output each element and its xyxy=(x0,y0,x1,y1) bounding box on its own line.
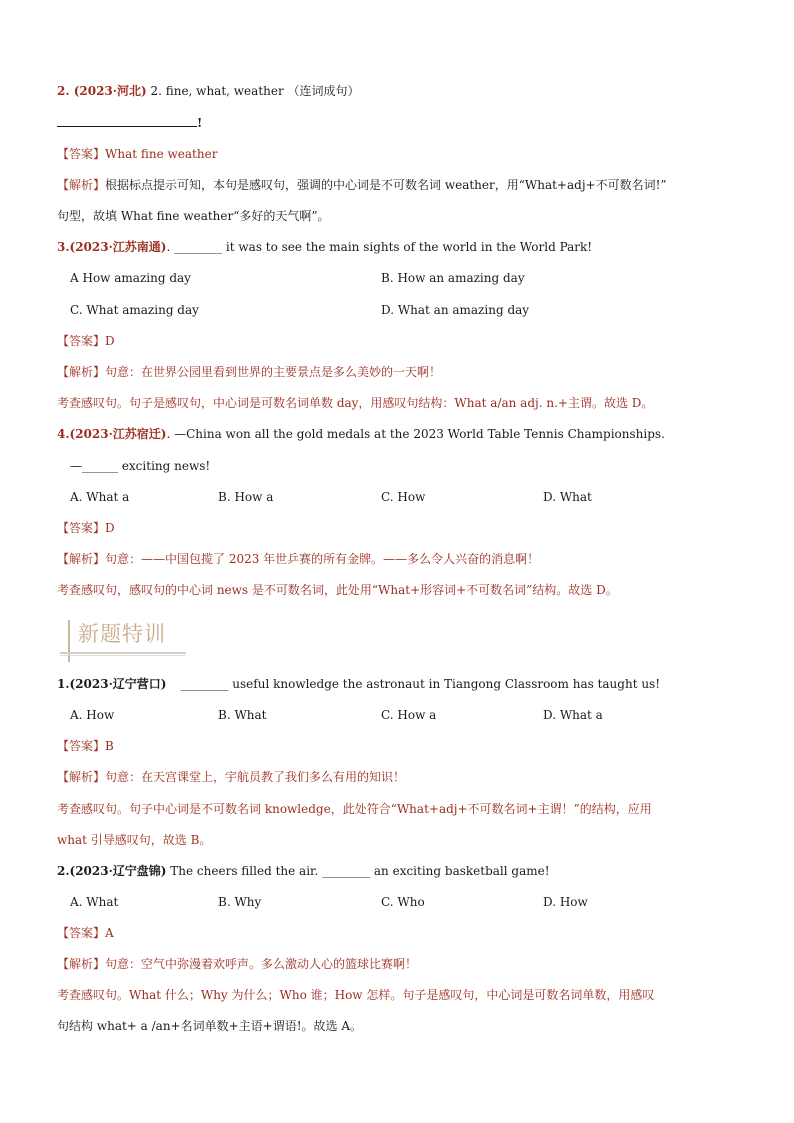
option-a: A. How xyxy=(70,708,115,722)
section-title: 新题特训 xyxy=(78,622,166,646)
analysis-line-2 xyxy=(57,207,330,225)
option-d: D. What xyxy=(543,490,592,504)
analysis-line xyxy=(57,550,539,568)
analysis-text: 根据标点提示可知，本句是感叹句，强调的中心词是不可数名词 weather，用“What+adj+不可数名词!” xyxy=(105,178,667,192)
answer-tag: 【答案】 xyxy=(57,147,106,161)
analysis-text: 考查感叹句。句子是感叹句，中心词是可数名词单数 day，用感叹句结构：What a/an adj. n.+主谓。故选 D。 xyxy=(57,396,654,410)
analysis-text: what 引导感叹句，故选 B。 xyxy=(57,833,212,847)
answer-line xyxy=(57,145,217,163)
option-d: D. What an amazing day xyxy=(381,303,530,317)
new-question-1-line xyxy=(57,675,660,693)
analysis-text: 考查感叹句，感叹句的中心词 news 是不可数名词，此处用“What+形容词+不可数名词”结构。故选 D。 xyxy=(57,583,618,597)
section-header xyxy=(60,612,186,662)
question-source: 3.(2023·江苏南通) xyxy=(57,240,167,254)
analysis-text: 句型，故填 What fine weather“多好的天气啊”。 xyxy=(57,209,330,223)
option-b: B. How an amazing day xyxy=(381,271,525,285)
option-b: B. Why xyxy=(218,895,262,909)
question-3-line xyxy=(57,238,592,256)
question-text: ________ useful knowledge the astronaut in Tiangong Classroom has taught us! xyxy=(180,677,661,691)
answer-tag: 【答案】 xyxy=(57,521,106,535)
question-text: . ________ it was to see the main sights of the world in the World Park! xyxy=(166,240,593,254)
analysis-tag: 【解析】 xyxy=(57,365,106,379)
new-question-2-line xyxy=(57,862,550,880)
analysis-line xyxy=(57,768,405,786)
question-4-line xyxy=(57,425,665,443)
option-b: B. How a xyxy=(218,490,274,504)
analysis-tag: 【解析】 xyxy=(57,770,106,784)
question-source: 4.(2023·江苏宿迁) xyxy=(57,427,167,441)
analysis-tag: 【解析】 xyxy=(57,178,106,192)
analysis-line-2 xyxy=(57,986,654,1004)
analysis-text: 句结构 what+ a /an+名词单数+主语+谓语!。故选 A。 xyxy=(57,1019,363,1033)
option-a: A. What xyxy=(70,895,119,909)
section-underline xyxy=(60,652,186,654)
analysis-tag: 【解析】 xyxy=(57,552,106,566)
answer-text: A xyxy=(105,926,114,940)
analysis-line xyxy=(57,176,667,194)
analysis-tag: 【解析】 xyxy=(57,957,106,971)
question-text: The cheers filled the air. ________ an exciting basketball game! xyxy=(166,864,550,878)
analysis-text: 句意：在天宫课堂上，宇航员教了我们多么有用的知识！ xyxy=(105,770,406,784)
answer-text: What fine weather xyxy=(105,147,218,161)
option-d: D. What a xyxy=(543,708,603,722)
answer-tag: 【答案】 xyxy=(57,926,106,940)
answer-tag: 【答案】 xyxy=(57,739,106,753)
answer-line xyxy=(57,519,115,537)
analysis-line-2 xyxy=(57,800,652,818)
option-d: D. How xyxy=(543,895,588,909)
analysis-line-3 xyxy=(57,831,211,849)
answer-blank xyxy=(57,114,197,127)
option-b: B. What xyxy=(218,708,267,722)
analysis-text: 考查感叹句。句子中心词是不可数名词 knowledge，此处符合“What+adj+不可数名词+主谓！”的结构，应用 xyxy=(57,802,652,816)
answer-text: D xyxy=(105,521,115,535)
answer-text: B xyxy=(105,739,114,753)
question-text: 2. fine, what, weather （连词成句） xyxy=(146,84,360,98)
option-c: C. How a xyxy=(381,708,437,722)
analysis-text: 句意：在世界公园里看到世界的主要景点是多么美妙的一天啊！ xyxy=(105,365,442,379)
section-underline-shadow xyxy=(60,655,186,656)
answer-text: D xyxy=(105,334,115,348)
answer-line xyxy=(57,737,114,755)
answer-line xyxy=(57,924,114,942)
analysis-line-2 xyxy=(57,394,653,412)
question-4-reply: —______ exciting news! xyxy=(70,459,211,473)
question-text: . —China won all the gold medals at the 2023 World Table Tennis Championships. xyxy=(166,427,665,441)
analysis-line-2 xyxy=(57,581,618,599)
option-c: C. Who xyxy=(381,895,425,909)
analysis-line xyxy=(57,363,441,381)
question-source: 1.(2023·辽宁营口) xyxy=(57,677,167,691)
option-a: A. What a xyxy=(70,490,130,504)
blank-punctuation: ! xyxy=(197,116,203,130)
option-c: C. What amazing day xyxy=(70,303,199,317)
analysis-text: 句意：空气中弥漫着欢呼声。多么激动人心的篮球比赛啊！ xyxy=(105,957,418,971)
analysis-text: 考查感叹句。What 什么；Why 为什么；Who 谁；How 怎样。句子是感叹句，中心词是可数名词单数，用感叹 xyxy=(57,988,655,1002)
answer-line xyxy=(57,332,115,350)
analysis-line xyxy=(57,955,417,973)
answer-blank-line xyxy=(57,114,202,132)
question-source: 2.(2023·辽宁盘锦) xyxy=(57,864,167,878)
answer-tag: 【答案】 xyxy=(57,334,106,348)
analysis-line-3 xyxy=(57,1017,362,1035)
question-source: 2. (2023·河北) xyxy=(57,84,147,98)
option-c: C. How xyxy=(381,490,426,504)
analysis-text: 句意：——中国包揽了 2023 年世乒赛的所有金牌。——多么令人兴奋的消息啊！ xyxy=(105,552,540,566)
question-2-line xyxy=(57,82,360,100)
option-a: A How amazing day xyxy=(70,271,191,285)
